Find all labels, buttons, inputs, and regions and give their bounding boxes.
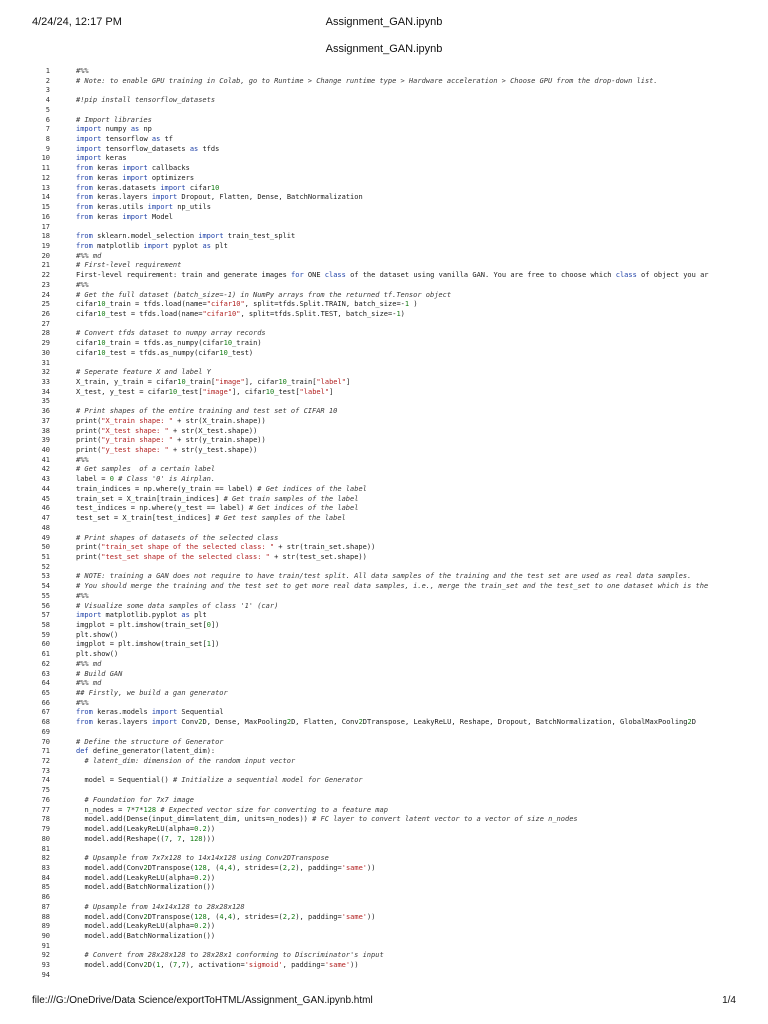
line-source: import tensorflow as tf <box>76 135 173 144</box>
line-source: print("X_test shape: " + str(X_test.shape)) <box>76 426 258 435</box>
code-line <box>36 184 742 194</box>
code-line <box>36 640 742 650</box>
print-datetime: 4/24/24, 12:17 PM <box>32 16 122 28</box>
line-number: 21 <box>41 261 50 270</box>
line-number: 39 <box>41 436 50 445</box>
line-source: # Build GAN <box>76 669 123 678</box>
print-tab-title: Assignment_GAN.ipynb <box>325 16 443 28</box>
line-source: print("y_train shape: " + str(y_train.shape)) <box>76 436 266 445</box>
code-line <box>36 631 742 641</box>
code-line <box>36 252 742 262</box>
code-line <box>36 786 742 796</box>
line-source: # Visualize some data samples of class '1' (car) <box>76 601 279 610</box>
code-line <box>36 757 742 767</box>
code-line <box>36 427 742 437</box>
line-number: 35 <box>41 397 50 406</box>
code-line <box>36 261 742 271</box>
line-source: model.add(Dense(input_dim=latent_dim, units=n_nodes)) # FC layer to convert latent vector to a vector of size n_nodes <box>84 815 578 824</box>
line-number: 88 <box>41 912 50 921</box>
line-source: #%% md <box>76 659 102 668</box>
code-line <box>36 504 742 514</box>
line-number: 79 <box>41 825 50 834</box>
code-line <box>36 689 742 699</box>
code-line <box>36 893 742 903</box>
line-number: 28 <box>41 329 50 338</box>
line-source: #%% <box>76 455 89 464</box>
line-source: # First-level requirement <box>76 261 182 270</box>
code-line <box>36 806 742 816</box>
line-number: 48 <box>41 523 50 532</box>
line-source <box>76 942 742 952</box>
line-source <box>76 320 742 330</box>
line-number: 5 <box>45 105 50 114</box>
line-number: 10 <box>41 154 50 163</box>
code-line <box>36 213 742 223</box>
line-source <box>76 223 742 233</box>
code-line <box>36 621 742 631</box>
line-source: print("train_set shape of the selected class: " + str(train_set.shape)) <box>76 543 376 552</box>
code-line <box>36 543 742 553</box>
line-number: 7 <box>45 125 50 134</box>
line-number: 77 <box>41 805 50 814</box>
code-line <box>36 650 742 660</box>
line-source: # Print shapes of the entire training and test set of CIFAR 10 <box>76 407 338 416</box>
code-line <box>36 718 742 728</box>
line-source <box>76 786 742 796</box>
line-source <box>76 728 742 738</box>
line-number: 86 <box>41 893 50 902</box>
line-source <box>76 563 742 573</box>
line-number: 56 <box>41 601 50 610</box>
line-source <box>76 971 742 981</box>
line-source: from keras.layers import Conv2D, Dense, MaxPooling2D, Flatten, Conv2DTranspose, LeakyReLU, Reshape, Dropout, BatchNormalization, GlobalMaxPooling2D <box>76 718 696 727</box>
line-source: def define_generator(latent_dim): <box>76 747 216 756</box>
code-line <box>36 436 742 446</box>
line-number: 83 <box>41 863 50 872</box>
line-number: 37 <box>41 416 50 425</box>
code-line <box>36 961 742 971</box>
line-source: model.add(Conv2DTranspose(128, (4,4), strides=(2,2), padding='same')) <box>84 863 376 872</box>
code-line <box>36 232 742 242</box>
code-line <box>36 602 742 612</box>
code-line <box>36 329 742 339</box>
line-source: from keras.utils import np_utils <box>76 203 211 212</box>
line-source: # Upsample from 7x7x128 to 14x14x128 using Conv2DTranspose <box>84 854 329 863</box>
code-line <box>36 96 742 106</box>
line-source: #%% <box>76 280 89 289</box>
line-number: 49 <box>41 533 50 542</box>
code-line <box>36 913 742 923</box>
line-source: from matplotlib import pyplot as plt <box>76 241 228 250</box>
line-source: #%% md <box>76 679 102 688</box>
line-source: model = Sequential() # Initialize a sequential model for Generator <box>84 776 363 785</box>
line-number: 94 <box>41 970 50 979</box>
line-number: 36 <box>41 407 50 416</box>
code-line <box>36 854 742 864</box>
line-source: from sklearn.model_selection import train_test_split <box>76 232 296 241</box>
line-number: 64 <box>41 679 50 688</box>
code-line <box>36 164 742 174</box>
line-source <box>76 106 742 116</box>
line-source: # Import libraries <box>76 115 152 124</box>
line-number: 87 <box>41 902 50 911</box>
line-source: model.add(LeakyReLU(alpha=0.2)) <box>84 825 216 834</box>
code-line <box>36 339 742 349</box>
document-title: Assignment_GAN.ipynb <box>325 43 443 55</box>
line-source <box>76 893 742 903</box>
line-source <box>76 86 742 96</box>
line-source: model.add(BatchNormalization()) <box>84 931 216 940</box>
line-number: 65 <box>41 689 50 697</box>
line-number: 20 <box>41 251 50 260</box>
line-source: import keras <box>76 154 127 163</box>
line-source: test_set = X_train[test_indices] # Get test samples of the label <box>76 514 346 523</box>
line-source: # Define the structure of Generator <box>76 737 224 746</box>
line-number: 74 <box>41 776 50 785</box>
line-number: 90 <box>41 931 50 940</box>
code-line <box>36 446 742 456</box>
line-source: # Get samples of a certain label <box>76 465 216 474</box>
code-line <box>36 660 742 670</box>
line-source: import numpy as np <box>76 125 152 134</box>
line-source: train_set = X_train[train_indices] # Get train samples of the label <box>76 494 359 503</box>
line-source: from keras.layers import Dropout, Flatten, Dense, BatchNormalization <box>76 193 363 202</box>
line-source: cifar10_train = tfds.load(name="cifar10", split=tfds.Split.TRAIN, batch_size=-1 ) <box>76 300 418 309</box>
code-line <box>36 582 742 592</box>
line-source <box>76 845 742 855</box>
code-line <box>36 271 742 281</box>
code-line <box>36 407 742 417</box>
code-line <box>36 524 742 534</box>
code-line <box>36 193 742 203</box>
line-number: 41 <box>41 455 50 464</box>
line-number: 29 <box>41 339 50 348</box>
line-source: # Get the full dataset (batch_size=-1) in NumPy arrays from the returned tf.Tensor object <box>76 290 452 299</box>
line-number: 43 <box>41 475 50 484</box>
code-line <box>36 971 742 981</box>
code-line <box>36 388 742 398</box>
line-source: label = 0 # Class '0' is Airplan. <box>76 475 216 484</box>
line-number: 4 <box>45 96 50 105</box>
line-number: 78 <box>41 815 50 824</box>
line-number: 62 <box>41 659 50 668</box>
code-line <box>36 796 742 806</box>
code-line <box>36 563 742 573</box>
code-line <box>36 738 742 748</box>
line-source: model.add(BatchNormalization()) <box>84 883 216 892</box>
line-number: 66 <box>41 698 50 707</box>
line-number: 75 <box>41 786 50 795</box>
line-number: 13 <box>41 183 50 192</box>
line-number: 40 <box>41 446 50 455</box>
line-number: 51 <box>41 552 50 561</box>
line-number: 22 <box>41 271 50 280</box>
code-line <box>36 300 742 310</box>
line-number: 68 <box>41 718 50 727</box>
line-number: 19 <box>41 241 50 250</box>
code-line <box>36 359 742 369</box>
code-line <box>36 572 742 582</box>
line-number: 27 <box>41 319 50 328</box>
code-line <box>36 874 742 884</box>
line-source: from keras.models import Sequential <box>76 708 224 717</box>
code-line <box>36 203 742 213</box>
line-source: # Upsample from 14x14x128 to 28x28x128 <box>84 902 245 911</box>
code-line <box>36 397 742 407</box>
line-number: 15 <box>41 203 50 212</box>
line-source <box>76 397 742 407</box>
code-line <box>36 310 742 320</box>
line-number: 47 <box>41 514 50 523</box>
code-line <box>36 456 742 466</box>
line-source: ## Firstly, we build a gan generator <box>76 689 228 697</box>
line-number: 2 <box>45 76 50 85</box>
line-source: n_nodes = 7*7*128 # Expected vector size for converting to a feature map <box>84 805 388 814</box>
code-listing <box>36 67 742 986</box>
line-source: model.add(Reshape((7, 7, 128))) <box>84 834 216 843</box>
line-number: 24 <box>41 290 50 299</box>
line-number: 6 <box>45 115 50 124</box>
code-line <box>36 951 742 961</box>
code-line <box>36 368 742 378</box>
line-source: # Convert from 28x28x128 to 28x28x1 conforming to Discriminator's input <box>84 951 384 960</box>
code-line <box>36 485 742 495</box>
line-number: 67 <box>41 708 50 717</box>
line-source: print("test_set shape of the selected class: " + str(test_set.shape)) <box>76 552 367 561</box>
line-number: 18 <box>41 232 50 241</box>
line-number: 91 <box>41 941 50 950</box>
line-source: from keras import optimizers <box>76 173 195 182</box>
code-line <box>36 670 742 680</box>
code-line <box>36 825 742 835</box>
line-source: # You should merge the training and the test set to get more real data samples, i.e., merge the train_set and the test_set to one dataset which is the <box>76 582 709 591</box>
code-line <box>36 125 742 135</box>
line-source: from keras import Model <box>76 212 173 221</box>
line-number: 54 <box>41 582 50 591</box>
line-source: print("X_train shape: " + str(X_train.shape)) <box>76 416 266 425</box>
line-source: model.add(Conv2D(1, (7,7), activation='sigmoid', padding='same')) <box>84 961 359 970</box>
code-line <box>36 922 742 932</box>
line-number: 71 <box>41 747 50 756</box>
code-line <box>36 728 742 738</box>
line-number: 12 <box>41 173 50 182</box>
line-number: 92 <box>41 951 50 960</box>
code-line <box>36 845 742 855</box>
line-number: 42 <box>41 465 50 474</box>
line-source: X_train, y_train = cifar10_train["image"], cifar10_train["label"] <box>76 378 351 386</box>
line-source <box>76 767 742 777</box>
code-line <box>36 699 742 709</box>
line-number: 81 <box>41 844 50 853</box>
code-line <box>36 903 742 913</box>
code-line <box>36 86 742 96</box>
line-number: 31 <box>41 358 50 367</box>
line-number: 55 <box>41 591 50 600</box>
line-number: 60 <box>41 640 50 649</box>
code-line <box>36 475 742 485</box>
code-line <box>36 942 742 952</box>
line-number: 89 <box>41 922 50 931</box>
code-line <box>36 864 742 874</box>
code-line <box>36 747 742 757</box>
line-number: 23 <box>41 280 50 289</box>
line-number: 46 <box>41 504 50 513</box>
line-number: 32 <box>41 368 50 377</box>
line-source: import tensorflow_datasets as tfds <box>76 144 220 153</box>
code-line <box>36 320 742 330</box>
line-source: # NOTE: training a GAN does not require to have train/test split. All data samples of the training and the test set are used as real data samples. <box>76 572 692 581</box>
line-source: X_test, y_test = cifar10_test["image"], cifar10_test["label"] <box>76 387 334 396</box>
code-line <box>36 223 742 233</box>
code-line <box>36 679 742 689</box>
code-line <box>36 417 742 427</box>
line-number: 53 <box>41 572 50 581</box>
code-line <box>36 154 742 164</box>
line-number: 73 <box>41 766 50 775</box>
line-source: imgplot = plt.imshow(train_set[1]) <box>76 640 220 649</box>
code-line <box>36 135 742 145</box>
code-line <box>36 514 742 524</box>
code-line <box>36 767 742 777</box>
line-number: 76 <box>41 795 50 804</box>
print-footer <box>0 995 768 1011</box>
line-number: 61 <box>41 650 50 659</box>
line-number: 72 <box>41 757 50 766</box>
line-number: 80 <box>41 834 50 843</box>
line-number: 59 <box>41 630 50 639</box>
line-source: model.add(Conv2DTranspose(128, (4,4), strides=(2,2), padding='same')) <box>84 912 376 921</box>
line-source: # Print shapes of datasets of the selected class <box>76 533 279 542</box>
line-source: test_indices = np.where(y_test == label) # Get indices of the label <box>76 504 359 513</box>
line-number: 85 <box>41 883 50 892</box>
line-source: # Note: to enable GPU training in Colab, go to Runtime > Change runtime type > Hardware acceleration > Choose GPU from the drop-down list. <box>76 76 658 85</box>
line-source: # Seperate feature X and label Y <box>76 368 211 377</box>
code-line <box>36 776 742 786</box>
line-source: from keras.datasets import cifar10 <box>76 183 220 192</box>
code-line <box>36 77 742 87</box>
line-number: 16 <box>41 212 50 221</box>
line-number: 38 <box>41 426 50 435</box>
print-header <box>0 16 768 32</box>
file-path: file:///G:/OneDrive/Data Science/exportToHTML/Assignment_GAN.ipynb.html <box>32 995 373 1006</box>
line-source: # Foundation for 7x7 image <box>84 795 195 804</box>
line-number: 14 <box>41 193 50 202</box>
line-number: 63 <box>41 669 50 678</box>
line-number: 58 <box>41 620 50 629</box>
code-line <box>36 378 742 388</box>
code-line <box>36 106 742 116</box>
line-number: 34 <box>41 387 50 396</box>
page-number: 1/4 <box>722 995 736 1006</box>
line-source: #%% md <box>76 251 102 260</box>
line-source: cifar10_train = tfds.as_numpy(cifar10_train) <box>76 339 262 348</box>
code-line <box>36 174 742 184</box>
line-source: #%% <box>76 67 89 75</box>
line-source: imgplot = plt.imshow(train_set[0]) <box>76 620 220 629</box>
code-line <box>36 242 742 252</box>
code-line <box>36 67 742 77</box>
code-line <box>36 145 742 155</box>
code-line <box>36 835 742 845</box>
line-source <box>76 359 742 369</box>
line-source: # latent_dim: dimension of the random input vector <box>84 757 296 766</box>
line-source: cifar10_test = tfds.as_numpy(cifar10_test) <box>76 348 254 357</box>
code-line <box>36 592 742 602</box>
line-source: plt.show() <box>76 630 119 639</box>
code-line <box>36 708 742 718</box>
line-source: # Convert tfds dataset to numpy array records <box>76 329 266 338</box>
code-line <box>36 495 742 505</box>
line-source: #!pip install tensorflow_datasets <box>76 96 216 105</box>
code-line <box>36 534 742 544</box>
line-number: 45 <box>41 494 50 503</box>
line-number: 1 <box>45 67 50 75</box>
line-source: train_indices = np.where(y_train == label) # Get indices of the label <box>76 484 367 493</box>
code-line <box>36 465 742 475</box>
code-line <box>36 815 742 825</box>
code-line <box>36 116 742 126</box>
line-number: 26 <box>41 309 50 318</box>
line-source: #%% <box>76 698 89 707</box>
line-source: model.add(LeakyReLU(alpha=0.2)) <box>84 873 216 882</box>
code-line <box>36 611 742 621</box>
line-number: 11 <box>41 164 50 173</box>
code-line <box>36 553 742 563</box>
line-source: cifar10_test = tfds.load(name="cifar10", split=tfds.Split.TEST, batch_size=-1) <box>76 309 405 318</box>
code-line <box>36 932 742 942</box>
line-number: 52 <box>41 562 50 571</box>
line-number: 17 <box>41 222 50 231</box>
line-number: 25 <box>41 300 50 309</box>
line-source: import matplotlib.pyplot as plt <box>76 611 207 620</box>
line-number: 84 <box>41 873 50 882</box>
line-number: 8 <box>45 135 50 144</box>
line-source: plt.show() <box>76 650 119 659</box>
code-line <box>36 291 742 301</box>
line-source: model.add(LeakyReLU(alpha=0.2)) <box>84 922 216 931</box>
code-line <box>36 883 742 893</box>
line-number: 70 <box>41 737 50 746</box>
code-line <box>36 281 742 291</box>
line-source <box>76 524 742 534</box>
line-number: 9 <box>45 144 50 153</box>
line-number: 82 <box>41 854 50 863</box>
line-number: 57 <box>41 611 50 620</box>
line-number: 69 <box>41 727 50 736</box>
line-source: print("y_test shape: " + str(y_test.shape)) <box>76 446 258 455</box>
line-number: 30 <box>41 348 50 357</box>
code-line <box>36 349 742 359</box>
line-number: 33 <box>41 378 50 386</box>
line-source: #%% <box>76 591 89 600</box>
line-number: 50 <box>41 543 50 552</box>
line-source: First-level requirement: train and generate images for ONE class of the dataset using vanilla GAN. You are free to choose which class of object you ar <box>76 271 709 280</box>
line-number: 93 <box>41 961 50 970</box>
line-number: 44 <box>41 484 50 493</box>
line-source: from keras import callbacks <box>76 164 190 173</box>
line-number: 3 <box>45 86 50 95</box>
